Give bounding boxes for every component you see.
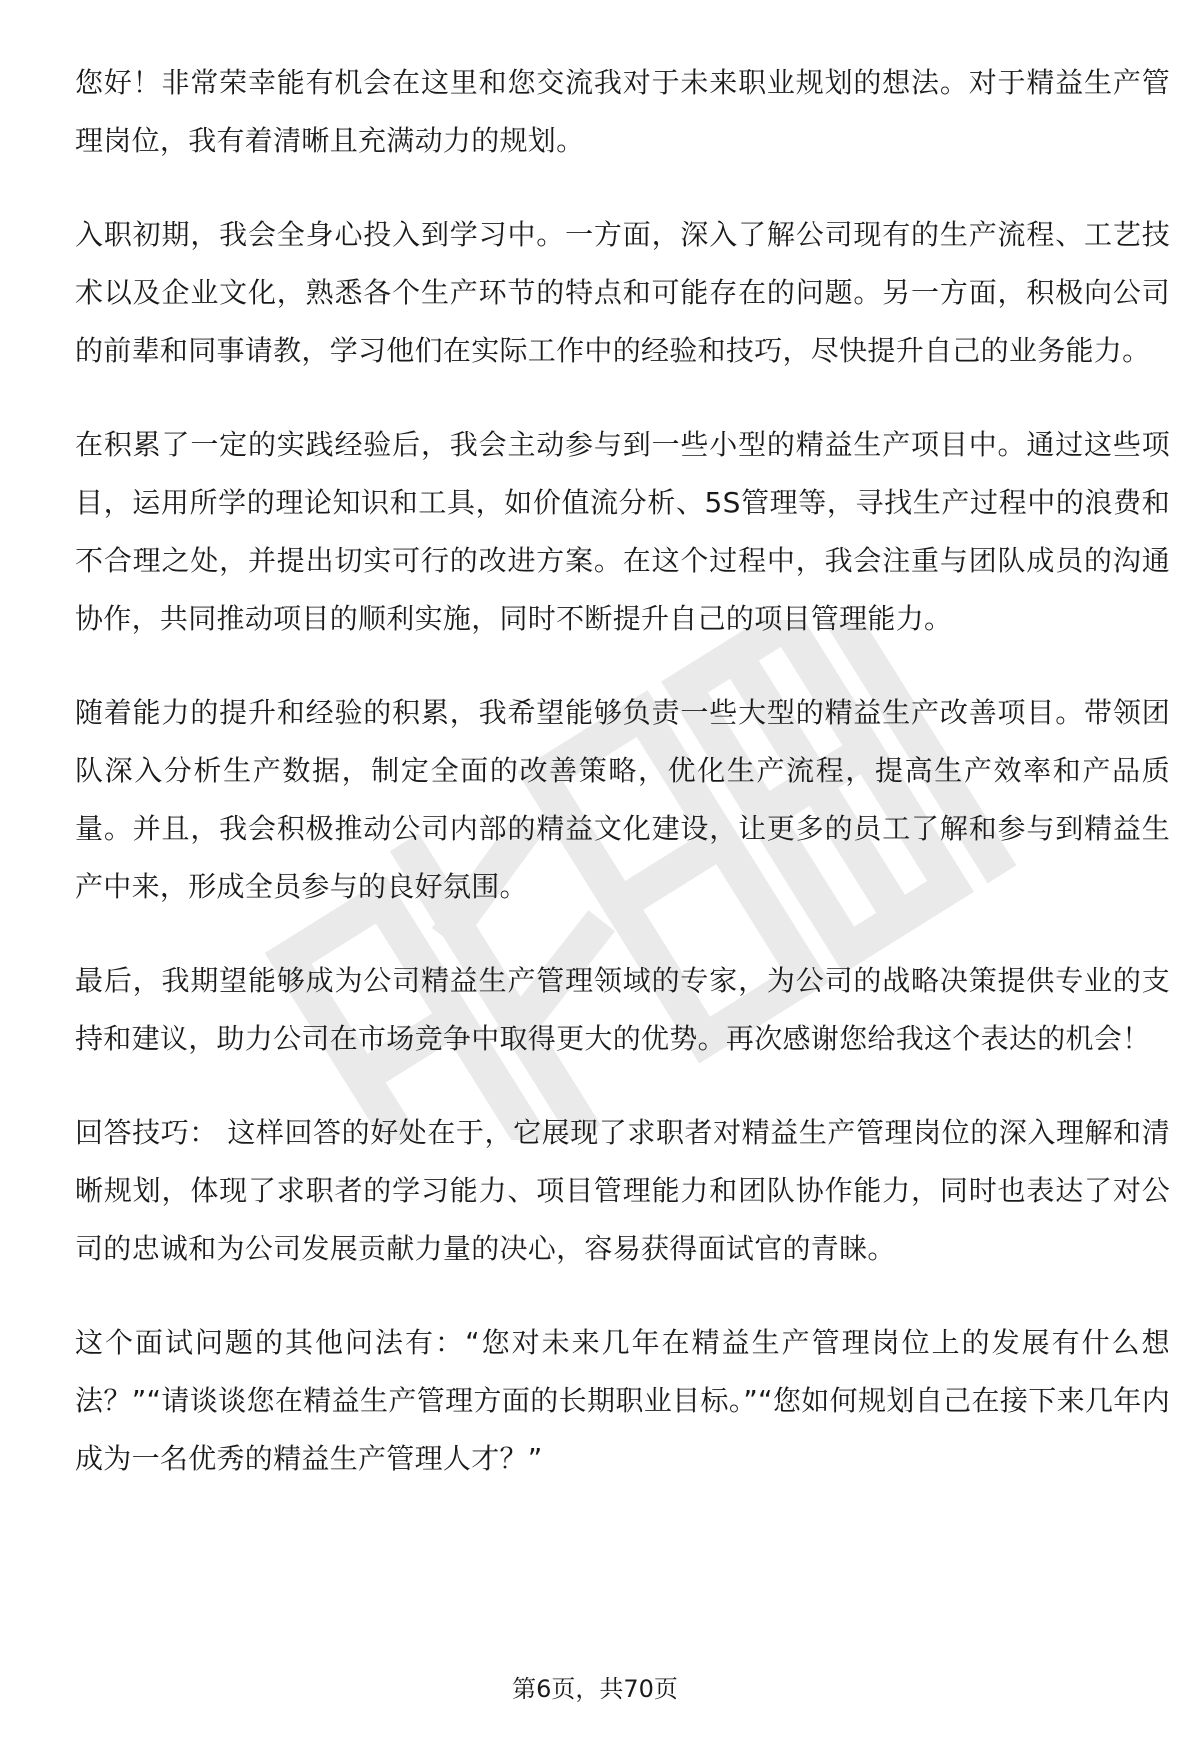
paragraph-alternative-questions: 这个面试问题的其他问法有：“您对未来几年在精益生产管理岗位上的发展有什么想法？”“请谈谈您在精益生产管理方面的长期职业目标。”“您如何规划自己在接下来几年内成为一名优秀的精益生产管理人才？” [75, 1326, 1170, 1475]
document-body [75, 54, 1170, 1522]
paragraph-early-career: 入职初期，我会全身心投入到学习中。一方面，深入了解公司现有的生产流程、工艺技术以及企业文化，熟悉各个生产环节的特点和可能存在的问题。另一方面，积极向公司的前辈和同事请教，学习他们在实际工作中的经验和技巧，尽快提升自己的业务能力。 [75, 218, 1170, 367]
page-number: 第6页，共70页 [512, 1675, 678, 1703]
paragraph-large-projects: 随着能力的提升和经验的积累，我希望能够负责一些大型的精益生产改善项目。带领团队深入分析生产数据，制定全面的改善策略，优化生产流程，提高生产效率和产品质量。并且，我会积极推动公司内部的精益文化建设，让更多的员工了解和参与到精益生产中来，形成全员参与的良好氛围。 [75, 696, 1170, 903]
paragraph-intro: 您好！非常荣幸能有机会在这里和您交流我对于未来职业规划的想法。对于精益生产管理岗位，我有着清晰且充满动力的规划。 [75, 66, 1170, 157]
paragraph-small-projects: 在积累了一定的实践经验后，我会主动参与到一些小型的精益生产项目中。通过这些项目，运用所学的理论知识和工具，如价值流分析、5S管理等，寻找生产过程中的浪费和不合理之处，并提出切实可行的改进方案。在这个过程中，我会注重与团队成员的沟通协作，共同推动项目的顺利实施，同时不断提升自己的项目管理能力。 [75, 428, 1170, 635]
paragraph-expert-goal: 最后，我期望能够成为公司精益生产管理领域的专家，为公司的战略决策提供专业的支持和建议，助力公司在市场竞争中取得更大的优势。再次感谢您给我这个表达的机会！ [75, 964, 1170, 1055]
paragraph-answer-tips: 回答技巧： 这样回答的好处在于，它展现了求职者对精益生产管理岗位的深入理解和清晰规划，体现了求职者的学习能力、项目管理能力和团队协作能力，同时也表达了对公司的忠诚和为公司发展贡献力量的决心，容易获得面试官的青睐。 [75, 1116, 1170, 1265]
